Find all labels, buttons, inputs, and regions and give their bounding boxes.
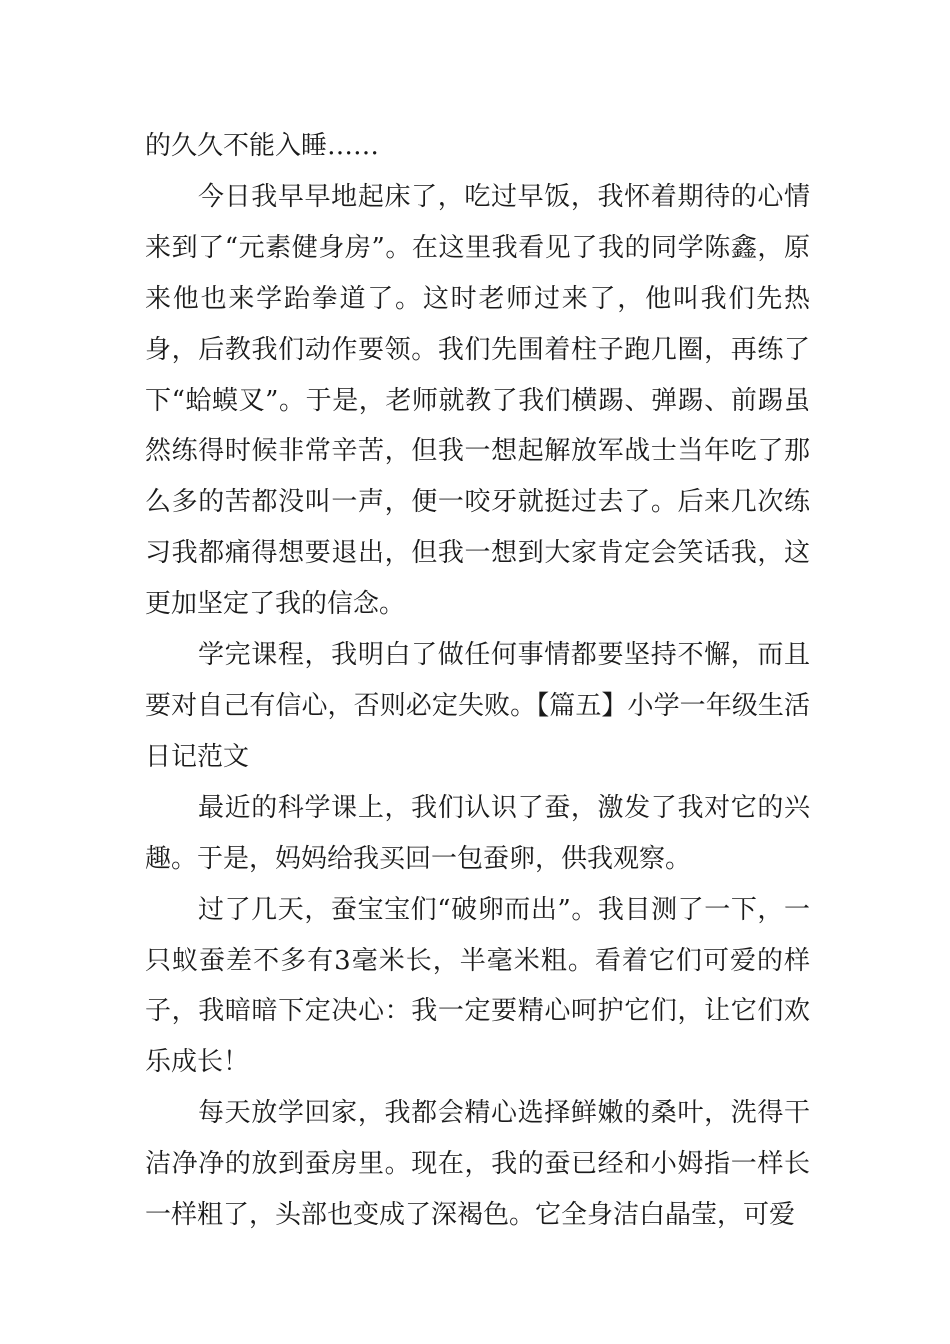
paragraph-taekwondo-practice: 今日我早早地起床了，吃过早饭，我怀着期待的心情来到了“元素健身房”。在这里我看见了我的同学陈鑫，原来他也来学跆拳道了。这时老师过来了，他叫我们先热身，后教我们动作要领。我们先围着柱子跑几圈，再练了下“蛤蟆叉”。于是，老师就教了我们横踢、弹踢、前踢虽然练得时候非常辛苦，但我一想起解放军战士当年吃了那么多的苦都没叫一声，便一咬牙就挺过去了。后来几次练习我都痛得想要退出，但我一想到大家肯定会笑话我，这更加坚定了我的信念。 [145,181,810,620]
paragraph-continuation: 的久久不能入睡…… [145,131,380,161]
document-page [145,121,810,1241]
paragraph-silkworm-intro: 最近的科学课上，我们认识了蚕，激发了我对它的兴趣。于是，妈妈给我买回一包蚕卵，供我观察。 [145,792,810,874]
paragraph-silkworm-care: 每天放学回家，我都会精心选择鲜嫩的桑叶，洗得干洁净净的放到蚕房里。现在，我的蚕已经和小姆指一样长一样粗了，头部也变成了深褐色。它全身洁白晶莹，可爱 [145,1098,810,1231]
paragraph-lesson-learned: 学完课程，我明白了做任何事情都要坚持不懈，而且要对自己有信心，否则必定失败。【篇五】小学一年级生活日记范文 [145,640,810,772]
paragraph-silkworm-hatching: 过了几天，蚕宝宝们“破卵而出”。我目测了一下，一只蚁蚕差不多有3毫米长，半毫米粗。看着它们可爱的样子，我暗暗下定决心：我一定要精心呵护它们，让它们欢乐成长！ [145,894,810,1078]
